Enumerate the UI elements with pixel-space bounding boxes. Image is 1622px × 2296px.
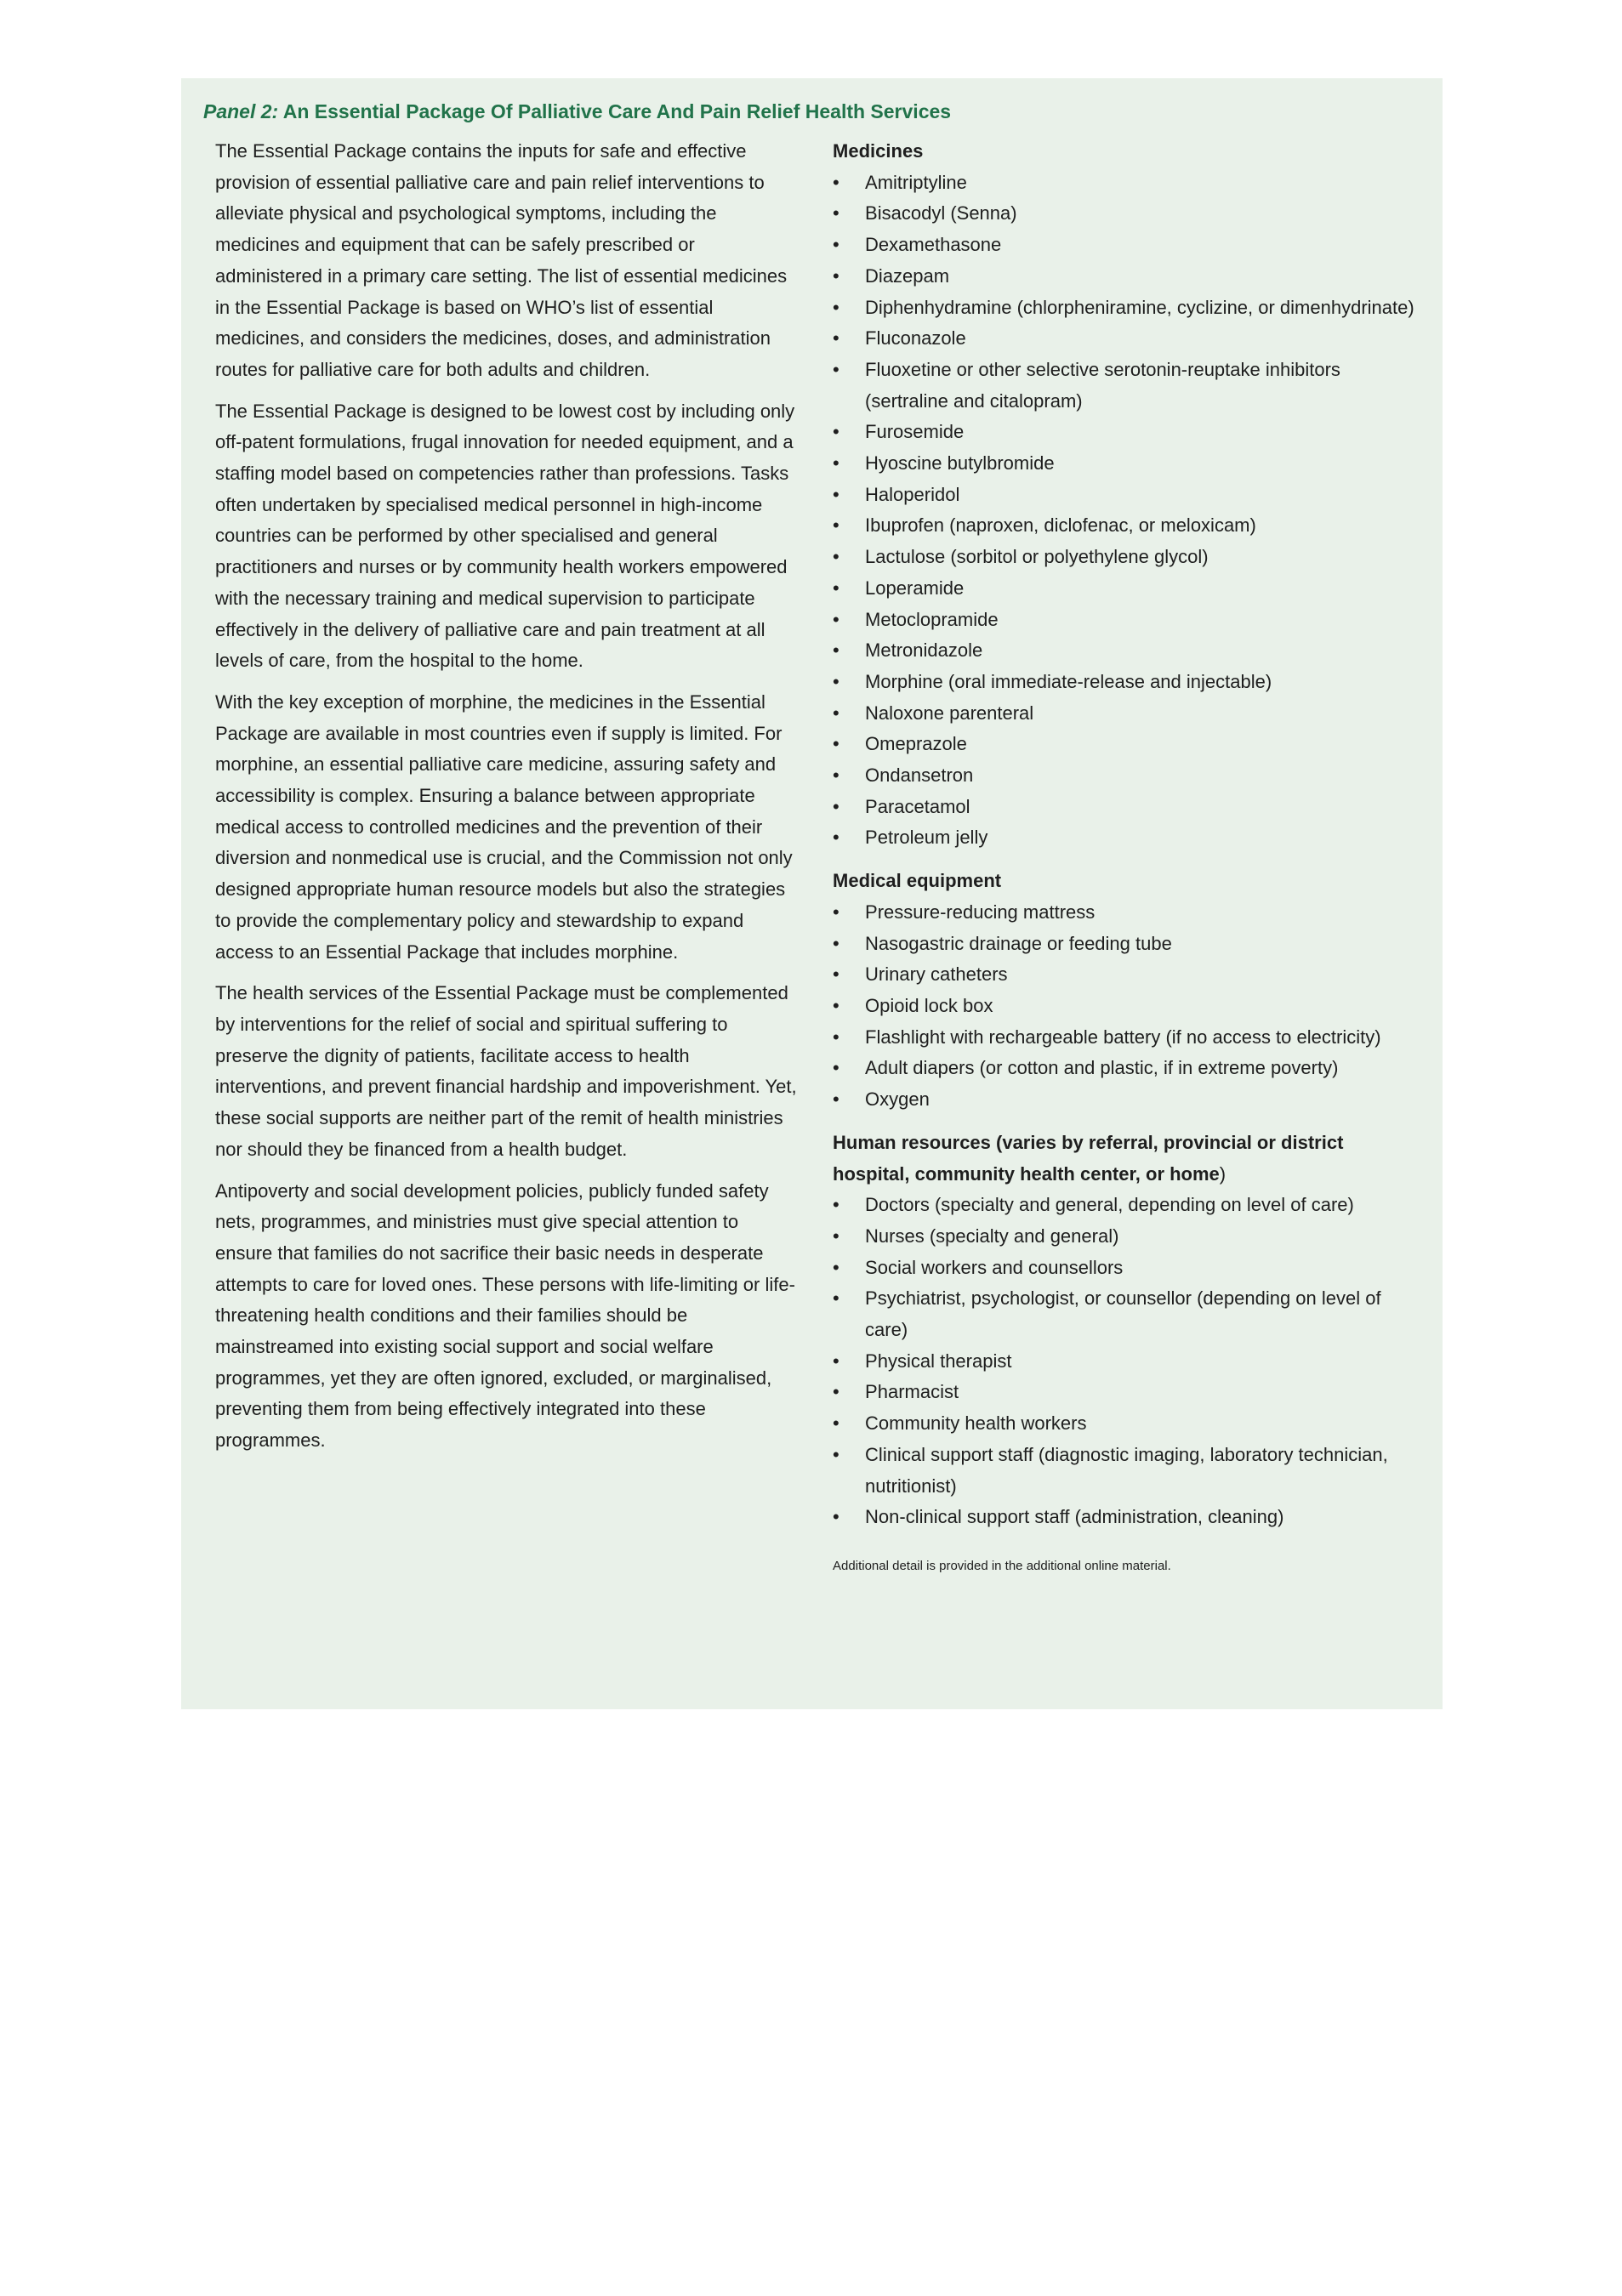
list-item: • Flashlight with rechargeable battery (if no access to electricity) (833, 1022, 1420, 1054)
list-item: • Pharmacist (833, 1377, 1420, 1408)
list-item: • Fluoxetine or other selective serotonin-reuptake inhibitors (sertraline and citalopram) (833, 355, 1420, 417)
human-resources-list (833, 1190, 1420, 1533)
paragraph: Antipoverty and social development policies, publicly funded safety nets, programmes, and ministries must give special attention to ensure that families do not sacrifice their basic needs in desperate attempts to care for loved ones. These persons with life-limiting or life-threatening health conditions and their families should be mainstreamed into existing social support and social welfare programmes, yet they are often ignored, excluded, or marginalised, preventing them from being effectively integrated into these programmes. (215, 1179, 795, 1452)
list-item: • Naloxone parenteral (833, 698, 1420, 730)
list-item: • Pressure-reducing mattress (833, 897, 1420, 929)
list-item: • Diphenhydramine (chlorpheniramine, cyclizine, or dimenhydrinate) (833, 293, 1420, 324)
list-item: • Ondansetron (833, 760, 1420, 792)
list-item: • Petroleum jelly (833, 822, 1420, 854)
list-item: • Bisacodyl (Senna) (833, 198, 1420, 230)
list-item: • Oxygen (833, 1084, 1420, 1116)
list-item: • Clinical support staff (diagnostic imaging, laboratory technician, nutritionist) (833, 1440, 1420, 1502)
list-item: • Lactulose (sorbitol or polyethylene glycol) (833, 542, 1420, 573)
equipment-heading: Medical equipment (833, 870, 1002, 892)
list-item: • Ibuprofen (naproxen, diclofenac, or meloxicam) (833, 510, 1420, 542)
paragraph: The Essential Package contains the inputs for safe and effective provision of essential palliative care and pain relief interventions to alleviate physical and psychological symptoms, including the medicines and equipment that can be safely prescribed or administered in a primary care setting. The list of essential medicines in the Essential Package is based on WHO’s list of essential medicines, and considers the medicines, doses, and administration routes for palliative care for both adults and children. (215, 140, 788, 380)
list-item: • Physical therapist (833, 1346, 1420, 1378)
list-item: • Morphine (oral immediate-release and injectable) (833, 667, 1420, 698)
list-item: • Non-clinical support staff (administration, cleaning) (833, 1502, 1420, 1533)
list-item: • Metoclopramide (833, 605, 1420, 636)
list-item: • Metronidazole (833, 635, 1420, 667)
right-column (833, 136, 1420, 1576)
list-item: • Amitriptyline (833, 168, 1420, 199)
human-resources-heading-tail: ) (1219, 1162, 1226, 1185)
list-item: • Hyoscine butylbromide (833, 448, 1420, 480)
panel-columns (203, 136, 1420, 1576)
paragraph: With the key exception of morphine, the medicines in the Essential Package are available in most countries even if supply is limited. For morphine, an essential palliative care medicine, assuring safety and accessibility is complex. Ensuring a balance between appropriate medical access to controlled medicines and the prevention of their diversion and nonmedical use is crucial, and the Commission not only designed appropriate human resource models but also the strategies to provide the complementary policy and stewardship to expand access to an Essential Package that includes morphine. (215, 691, 793, 963)
medicines-heading: Medicines (833, 140, 924, 162)
panel-box (181, 78, 1443, 1709)
panel-title-text: An Essential Package Of Palliative Care And Pain Relief Health Services (278, 100, 952, 122)
list-item: • Paracetamol (833, 792, 1420, 823)
list-item: • Haloperidol (833, 480, 1420, 511)
equipment-list (833, 897, 1420, 1116)
left-column (215, 136, 797, 1576)
list-item: • Social workers and counsellors (833, 1253, 1420, 1284)
panel-title (203, 97, 1420, 126)
list-item: • Community health workers (833, 1408, 1420, 1440)
list-item: • Adult diapers (or cotton and plastic, if in extreme poverty) (833, 1053, 1420, 1084)
list-item: • Dexamethasone (833, 230, 1420, 261)
list-item: • Furosemide (833, 417, 1420, 448)
list-item: • Nasogastric drainage or feeding tube (833, 929, 1420, 960)
panel-title-label: Panel 2: (203, 100, 279, 122)
medicines-list (833, 168, 1420, 854)
human-resources-heading-bold: Human resources (varies by referral, provincial or district hospital, community health center, or home (833, 1131, 1344, 1185)
list-item: • Diazepam (833, 261, 1420, 293)
list-item: • Fluconazole (833, 323, 1420, 355)
list-item: • Urinary catheters (833, 959, 1420, 991)
paragraph: The health services of the Essential Package must be complemented by interventions for the relief of social and spiritual suffering to preserve the dignity of patients, facilitate access to health interventions, and prevent financial hardship and impoverishment. Yet, these social supports are neither part of the remit of health ministries nor should they be financed from a health budget. (215, 982, 797, 1160)
list-item: • Loperamide (833, 573, 1420, 605)
list-item: • Nurses (specialty and general) (833, 1221, 1420, 1253)
list-item: • Psychiatrist, psychologist, or counsellor (depending on level of care) (833, 1283, 1420, 1345)
human-resources-heading (833, 1128, 1420, 1190)
list-item: • Omeprazole (833, 729, 1420, 760)
paragraph: The Essential Package is designed to be lowest cost by including only off-patent formulations, frugal innovation for needed equipment, and a staffing model based on competencies rather than professions. Tasks often undertaken by specialised medical personnel in high-income countries can be performed by other specialised and general practitioners and nurses or by community health workers empowered with the necessary training and medical supervision to participate effectively in the delivery of palliative care and pain treatment at all levels of care, from the hospital to the home. (215, 400, 795, 672)
list-item: • Doctors (specialty and general, depending on level of care) (833, 1190, 1420, 1221)
list-item: • Opioid lock box (833, 991, 1420, 1022)
footnote: Additional detail is provided in the additional online material. (833, 1558, 1171, 1573)
